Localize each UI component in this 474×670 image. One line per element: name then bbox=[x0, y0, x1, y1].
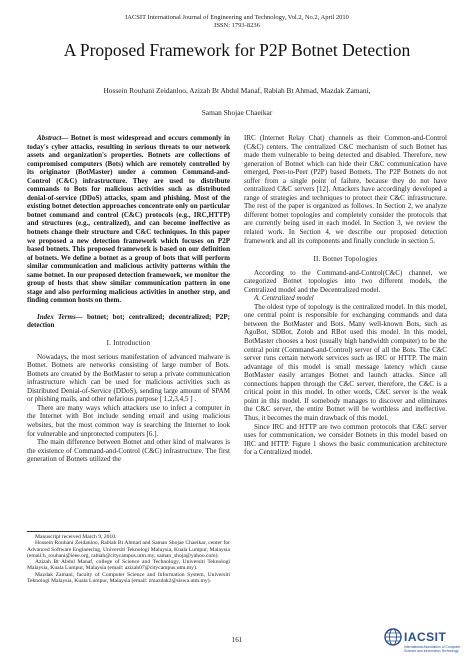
footnotes bbox=[27, 534, 230, 584]
journal-header: IACSIT International Journal of Engineering and Technology, Vol.2, No.2, April 2010 bbox=[125, 14, 349, 21]
intro-paragraph-1: Nowadays, the most serious manifestation of advanced malware is Botnet. Botnets are networks consisting of large number of Bots. Botnets are created by the BotMaster to setup a private communication infrastructure which can be used for malicious activities such as Distributed Denial-of-Service (DDoS), sending large amount of SPAM or phishing mails, and other nefarious purpose [ 1,2,3,4,5 ] . bbox=[27, 352, 230, 404]
right-paragraph-1: IRC (Internet Relay Chat) channels as their Common-and-Control (C&C) centers. The centralized C&C mechanism of such Botnet has made them vulnerable to being detected and disabled. Therefore, new generation of Botnet which can hide their C&C communication have emerged, Peer-to-Peer (P2P) based Botnets. The P2P Botnets do not suffer from a single point of failure, because they do not have centralized C&C servers [12]. Attackers have accordingly developed a range of strategies and techniques to protect their C&C infrastructure. The rest of the paper is organized as follows. In Section 2, we analyze different botnet topologies and completely consider the protocols that are currently being used in each model. In Section 3, we review the related work. In Section 4, we describe our proposed detection framework and all its components and finally conclude in section 5. bbox=[244, 134, 447, 245]
abstract-label: Abstract— bbox=[37, 134, 69, 142]
page-number: 161 bbox=[231, 636, 243, 644]
topologies-paragraph-1: According to the Command-and-Control(C&C) channel, we categorized Botnet topologies into two different models, the Centralized model and the Decentralized model. bbox=[244, 268, 447, 294]
footnote-author-2: Azizah Bt Abdul Manaf, college of Science and Technology, Universiti Teknologi Malaysia, Kuala Lumpur, Malaysia (email: azizah07@citycampus.utm.my). bbox=[27, 559, 230, 572]
footnote-received: Manuscript received March 9, 2010. bbox=[35, 534, 117, 540]
footnote-author-1: Hossein Rouhani Zeidanloo, Rabiah Bt Ahmad and Saman Shojae Chaeikar, center for Advanced Software Engineering, Universiti Teknologi Malaysia, Kuala Lumpur, Malaysia (email:h_rouhani@ieee.org, rabiah@citycampus.utm.my, saman_shoja@yahoo.com). bbox=[27, 540, 230, 559]
topologies-paragraph-2: The oldest type of topology is the centralized model. In this model, one central point is responsible for exchanging commands and data between the BotMaster and Bots. Many well-known Bots, such as AgoBot, SDBot, Zotob and RBot used this model. In this model, BotMaster chooses a host (usually high bandwidth computer) to be the central point (Command-and-Control) server of all the Bots. The C&C server runs certain network services such as IRC or HTTP. The main advantage of this model is small message latency which cause BotMaster easily arranges Botnet and launch attacks. Since all connections happen through the C&C server, therefore, the C&C is a critical point in this model. In other words, C&C server is the weak point in this model. If somebody manages to discover and eliminates the C&C server, the entire Botnet will be worthless and ineffective. Thus, it becomes the main drawback of this model. bbox=[244, 302, 447, 422]
left-column bbox=[27, 134, 230, 464]
paper-title: A Proposed Framework for P2P Botnet Detection bbox=[63, 40, 411, 60]
intro-paragraph-2: There are many ways which attackers use to infect a computer in the Internet with Bot include sending email and using malicious websites, but the most common way is searching the Internet to look for vulnerable and unprotected computers [6.]. bbox=[27, 403, 230, 438]
index-terms-label: Index Terms— bbox=[37, 312, 83, 321]
abstract bbox=[27, 134, 230, 305]
abstract-text: Botnet is most widespread and occurs commonly in today's cyber attacks, resulting in serious threats to our network assets and organization's properties. Botnets are collections of compromised computers (Bots) which are remotely controlled by its originator (BotMaster) under a common Command-and-Control (C&C) infrastructure. They are used to distribute commands to Bots for malicious activities such as distributed denial-of-service (DDoS) attacks, spam and phishing. Most of the existing botnet detection approaches concentrate only on particular botnet command and control (C&C) protocols (e.g., IRC,HTTP) and structures (e.g., centralized), and can become ineffective as botnets change their structure and C&C techniques. In this paper we proposed a new detection framework which focuses on P2P based botnets. This proposed framework is based on our definition of botnets. We define a botnet as a group of bots that will perform similar communication and malicious activity patterns within the same botnet. In our proposed detection framework, we monitor the group of hosts that show similar communication pattern in one stage and also performing malicious activities in another step, and finding common hosts on them. bbox=[27, 134, 230, 305]
issn-line: ISSN: 1793-8236 bbox=[214, 22, 260, 29]
logo-name: IACSIT bbox=[404, 630, 447, 644]
intro-paragraph-3: The main difference between Botnet and other kind of malwares is the existence of Command-and-Control (C&C) infrastructure. The first generation of Botnets utilized the bbox=[27, 438, 230, 464]
section-heading-introduction: I. Introduction bbox=[106, 339, 151, 348]
subsection-heading-centralized: A. Centralized model bbox=[254, 294, 314, 303]
globe-icon bbox=[384, 628, 402, 646]
topologies-paragraph-3: Since IRC and HTTP are two common protocols that C&C server uses for communication, we consider Botnets in this model based on IRC and HTTP. Figure 1 shows the basic communication architecture for a Centralized model. bbox=[244, 422, 447, 457]
authors-line-1: Hossein Rouhani Zeidanloo, Azizah Bt Abdul Manaf, Rabiah Bt Ahmad, Mazdak Zamani, bbox=[103, 86, 371, 95]
footnote-rule bbox=[27, 531, 110, 532]
index-terms bbox=[27, 313, 230, 330]
right-column bbox=[244, 134, 447, 457]
index-terms-text: botnet; bot; centralized; decentralized; P2P; detection bbox=[27, 312, 230, 330]
section-heading-topologies: II. Botnet Topologies bbox=[313, 255, 378, 264]
logo-tagline: International Association of Computer Science and Information Technology bbox=[404, 645, 461, 653]
authors-line-2: Saman Shojae Chaeikar bbox=[201, 108, 273, 117]
iacsit-logo bbox=[384, 626, 464, 666]
footnote-author-3: Mazdak Zamani, faculty of Computer Science and Information System, Universiti Teknologi Malaysia, Kuala Lumpur, Malaysia (email: zmazdak2@siswa.utm.my). bbox=[27, 571, 230, 585]
